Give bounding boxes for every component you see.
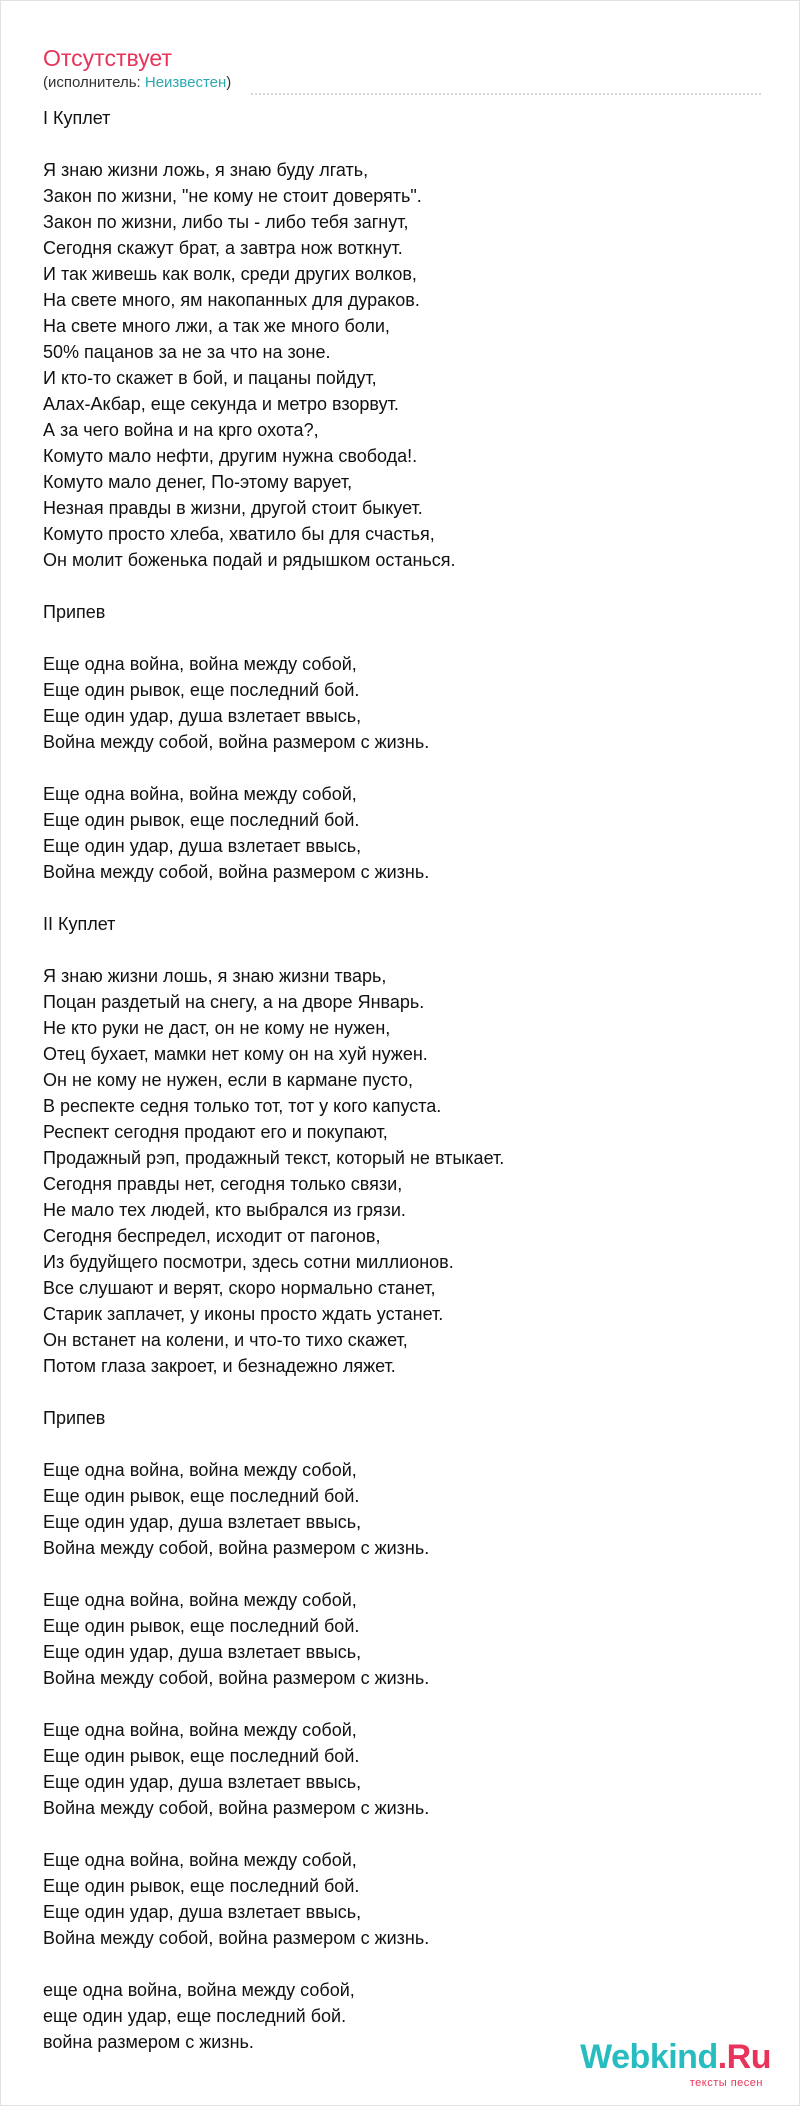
lyric-line: Война между собой, война размером с жизнь. — [43, 732, 430, 752]
lyric-line: I Куплет — [43, 108, 111, 128]
lyric-line: Я знаю жизни ложь, я знаю буду лгать, — [43, 160, 369, 180]
lyric-line: 50% пацанов за не за что на зоне. — [43, 342, 331, 362]
lyric-line: Из будуйщего посмотри, здесь сотни миллионов. — [43, 1252, 454, 1272]
lyric-line: И кто-то скажет в бой, и пацаны пойдут, — [43, 368, 377, 388]
lyric-line: Закон по жизни, либо ты - либо тебя загнут, — [43, 212, 409, 232]
lyric-blank-line — [43, 1431, 763, 1457]
lyric-line: Он молит боженька подай и рядышком останься. — [43, 550, 456, 570]
logo-wordmark — [541, 2037, 771, 2077]
lyric-line: Война между собой, война размером с жизнь. — [43, 862, 430, 882]
lyric-line: Комуто мало нефти, другим нужна свобода!. — [43, 446, 418, 466]
artist-link[interactable]: Неизвестен — [144, 74, 227, 91]
artist-line — [43, 74, 231, 92]
lyric-line: Еще один рывок, еще последний бой. — [43, 1616, 360, 1636]
logo-tld-text: .Ru — [717, 2038, 771, 2076]
lyric-line: Сегодня правды нет, сегодня только связи, — [43, 1174, 403, 1194]
lyric-line: Закон по жизни, "не кому не стоит доверять". — [43, 186, 422, 206]
lyric-line: В респекте седня только тот, тот у кого капуста. — [43, 1096, 442, 1116]
lyric-line: А за чего война и на крго охота?, — [43, 420, 319, 440]
lyric-line: Война между собой, война размером с жизнь. — [43, 1928, 430, 1948]
header-divider — [251, 93, 761, 95]
lyric-line: Комуто мало денег, По-этому варует, — [43, 472, 353, 492]
lyric-line: еще одна война, война между собой, — [43, 1980, 355, 2000]
lyric-line: Еще один удар, душа взлетает ввысь, — [43, 706, 362, 726]
lyric-line: Он не кому не нужен, если в кармане пусто, — [43, 1070, 414, 1090]
lyric-line: Продажный рэп, продажный текст, который не втыкает. — [43, 1148, 505, 1168]
lyric-line: Припев — [43, 1408, 106, 1428]
lyric-blank-line — [43, 625, 763, 651]
lyric-line: На свете много лжи, а так же много боли, — [43, 316, 390, 336]
lyric-line: еще один удар, еще последний бой. — [43, 2006, 347, 2026]
lyric-line: Еще одна война, война между собой, — [43, 784, 357, 804]
artist-suffix: ) — [226, 74, 232, 91]
artist-prefix: (исполнитель: — [43, 74, 145, 91]
lyric-line: Еще один удар, душа взлетает ввысь, — [43, 1512, 362, 1532]
lyric-blank-line — [43, 573, 763, 599]
lyric-line: Еще одна война, война между собой, — [43, 1460, 357, 1480]
lyric-line: Отец бухает, мамки нет кому он на хуй нужен. — [43, 1044, 428, 1064]
lyric-line: Еще один рывок, еще последний бой. — [43, 680, 360, 700]
lyric-line: Потом глаза закроет, и безнадежно ляжет. — [43, 1356, 396, 1376]
lyric-line: Еще один удар, душа взлетает ввысь, — [43, 836, 362, 856]
lyric-blank-line — [43, 1379, 763, 1405]
lyric-line: война размером с жизнь. — [43, 2032, 254, 2052]
lyric-line: Еще один рывок, еще последний бой. — [43, 1486, 360, 1506]
lyric-line: Не мало тех людей, кто выбрался из грязи. — [43, 1200, 406, 1220]
lyric-line: Еще один рывок, еще последний бой. — [43, 810, 360, 830]
song-title: Отсутствует — [43, 45, 172, 71]
lyric-line: Старик заплачет, у иконы просто ждать устанет. — [43, 1304, 444, 1324]
lyric-line: Он встанет на колени, и что-то тихо скажет, — [43, 1330, 408, 1350]
lyric-blank-line — [43, 1691, 763, 1717]
lyric-line: Еще один рывок, еще последний бой. — [43, 1746, 360, 1766]
lyric-line: Война между собой, война размером с жизнь. — [43, 1668, 430, 1688]
lyric-line: II Куплет — [43, 914, 116, 934]
lyric-line: Еще один рывок, еще последний бой. — [43, 1876, 360, 1896]
lyric-line: На свете много, ям накопанных для дураков. — [43, 290, 420, 310]
lyric-blank-line — [43, 1561, 763, 1587]
lyric-blank-line — [43, 1821, 763, 1847]
lyric-line: Еще одна война, война между собой, — [43, 1590, 357, 1610]
lyric-line: Еще одна война, война между собой, — [43, 1720, 357, 1740]
lyric-line: Еще один удар, душа взлетает ввысь, — [43, 1772, 362, 1792]
lyric-line: Припев — [43, 602, 106, 622]
logo-tagline: тексты песен — [689, 2077, 763, 2089]
lyric-line: Незная правды в жизни, другой стоит быкует. — [43, 498, 423, 518]
lyric-line: Алах-Акбар, еще секунда и метро взорвут. — [43, 394, 399, 414]
logo-main-text: Webkind — [580, 2038, 718, 2076]
lyric-line: Сегодня скажут брат, а завтра нож воткнут. — [43, 238, 403, 258]
lyric-line: И так живешь как волк, среди других волков, — [43, 264, 417, 284]
lyric-line: Еще один удар, душа взлетает ввысь, — [43, 1902, 362, 1922]
lyric-line: Еще одна война, война между собой, — [43, 654, 357, 674]
lyric-blank-line — [43, 755, 763, 781]
lyric-line: Респект сегодня продают его и покупают, — [43, 1122, 388, 1142]
lyric-blank-line — [43, 937, 763, 963]
lyric-line: Еще один удар, душа взлетает ввысь, — [43, 1642, 362, 1662]
lyric-line: Поцан раздетый на снегу, а на дворе Январь. — [43, 992, 425, 1012]
lyric-line: Сегодня беспредел, исходит от пагонов, — [43, 1226, 381, 1246]
lyric-line: Комуто просто хлеба, хватило бы для счастья, — [43, 524, 435, 544]
lyric-blank-line — [43, 131, 763, 157]
lyric-line: Не кто руки не даст, он не кому не нужен, — [43, 1018, 391, 1038]
webkind-logo[interactable] — [541, 2037, 771, 2097]
lyric-line: Еще одна война, война между собой, — [43, 1850, 357, 1870]
lyric-line: Я знаю жизни лошь, я знаю жизни тварь, — [43, 966, 387, 986]
lyric-blank-line — [43, 885, 763, 911]
lyric-blank-line — [43, 1951, 763, 1977]
lyrics-body — [43, 105, 763, 2055]
lyric-line: Война между собой, война размером с жизнь. — [43, 1798, 430, 1818]
lyric-line: Война между собой, война размером с жизнь. — [43, 1538, 430, 1558]
lyric-line: Все слушают и верят, скоро нормально станет, — [43, 1278, 436, 1298]
